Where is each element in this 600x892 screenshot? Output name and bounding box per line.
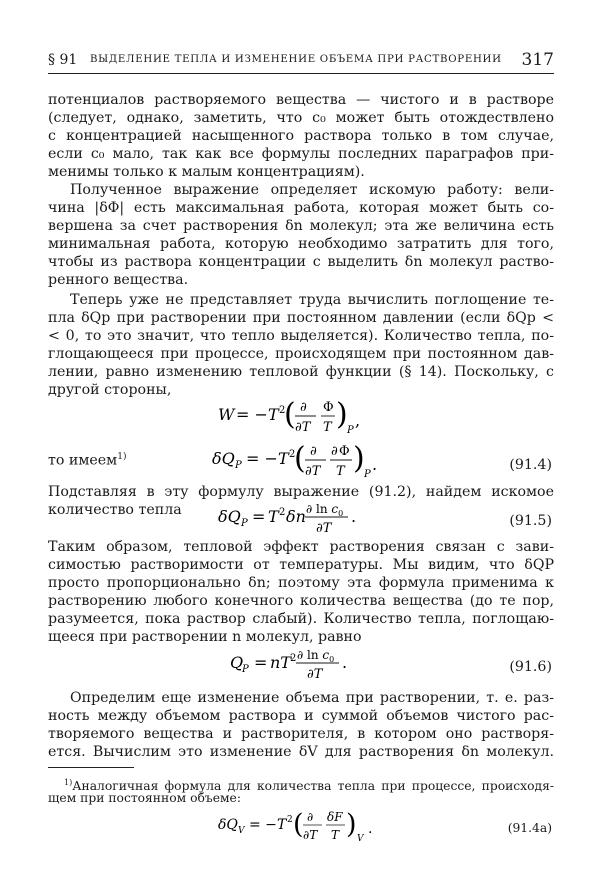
running-header bbox=[48, 50, 554, 72]
paragraph-2-line-1: Полученное выражение определяет искомую работу: вели- bbox=[70, 182, 554, 198]
paragraph-3-line-2: пла δQp при растворении при постоянном давлении (если δQp < bbox=[48, 310, 554, 326]
paragraph-2-line-5: чтобы из раствора концентрации c выделить δn молекул раство- bbox=[48, 254, 554, 270]
paragraph-3-line-4: глощающееся при процессе, происходящем при постоянном дав- bbox=[48, 346, 554, 362]
paragraph-2-line-3: вершена за счет растворения δn молекул; эта же величина есть bbox=[48, 218, 554, 234]
paragraph-5-line-2: симостью растворимости от температуры. Мы видим, что δQP bbox=[48, 557, 554, 573]
svg-text:2: 2 bbox=[290, 653, 297, 664]
svg-text:T: T bbox=[277, 817, 287, 833]
book-page bbox=[48, 0, 554, 892]
svg-text:.: . bbox=[342, 653, 348, 672]
equation-91-4-number: (91.4) bbox=[509, 457, 552, 473]
svg-text:P: P bbox=[347, 425, 354, 436]
svg-text:2: 2 bbox=[279, 405, 286, 416]
svg-text:T: T bbox=[331, 828, 340, 842]
svg-text:T: T bbox=[336, 464, 345, 479]
svg-text:T: T bbox=[268, 405, 279, 424]
svg-text:(: ( bbox=[293, 809, 304, 840]
svg-text:=: = bbox=[254, 653, 268, 672]
svg-text:,: , bbox=[355, 411, 361, 430]
svg-text:V: V bbox=[238, 826, 245, 836]
svg-text:T: T bbox=[268, 507, 279, 526]
svg-text:Φ: Φ bbox=[339, 444, 350, 459]
equation-91-4a bbox=[218, 800, 418, 850]
svg-text:δF: δF bbox=[327, 810, 343, 824]
svg-text:P: P bbox=[241, 518, 248, 529]
svg-text:∂: ∂ bbox=[331, 444, 338, 459]
svg-text:P: P bbox=[364, 469, 371, 480]
svg-text:.: . bbox=[351, 507, 357, 526]
paragraph-1-line-5: менимы только к малым концентрациям). bbox=[48, 164, 365, 180]
paragraph-5-line-3: просто пропорционально δn; поэтому эта формула применима к bbox=[48, 575, 554, 591]
svg-text:=: = bbox=[252, 507, 266, 526]
paragraph-5-line-6: щееся при растворении n молекул, равно bbox=[48, 629, 362, 645]
paragraph-1-line-4: если c₀ мало, так как все формулы последних параграфов при- bbox=[48, 146, 554, 162]
svg-text:δQ: δQ bbox=[212, 449, 235, 468]
svg-text:δn: δn bbox=[286, 507, 306, 526]
paragraph-6-line-2: ность между объемом раствора и суммой объемов чистого рас- bbox=[48, 708, 554, 724]
svg-text:2: 2 bbox=[279, 507, 286, 518]
svg-text:Q: Q bbox=[230, 653, 244, 672]
svg-text:= −: = − bbox=[236, 405, 268, 424]
svg-text:= −: = − bbox=[246, 449, 278, 468]
paragraph-1-line-3: с концентрацией насыщенного раствора только в том случае, bbox=[48, 128, 554, 144]
equation-91-4a-number: (91.4a) bbox=[507, 821, 552, 835]
svg-text:δQ: δQ bbox=[218, 817, 238, 833]
equation-91-6-number: (91.6) bbox=[509, 659, 552, 675]
paragraph-6-line-3: творяемого вещества и растворителя, в котором оно растворя- bbox=[48, 726, 554, 742]
svg-text:∂ ln c0: ∂ $\ln c_0$ bbox=[297, 648, 335, 664]
paragraph-4-line-2: количество тепла bbox=[48, 502, 182, 518]
svg-text:δQ: δQ bbox=[218, 507, 241, 526]
to-imeem-text bbox=[48, 449, 168, 471]
paragraph-2-line-2: чина |δΦ| есть максимальная работа, которая может быть со- bbox=[48, 200, 554, 216]
running-title: ВЫДЕЛЕНИЕ ТЕПЛА И ИЗМЕНЕНИЕ ОБЪЕМА ПРИ РАСТВОРЕНИИ bbox=[90, 54, 502, 65]
page-number: 317 bbox=[521, 50, 554, 70]
svg-text:T: T bbox=[323, 420, 332, 435]
svg-text:(: ( bbox=[294, 441, 306, 476]
svg-text:.: . bbox=[368, 821, 373, 837]
svg-text:P: P bbox=[242, 664, 249, 675]
footnote-ref: 1) bbox=[117, 452, 127, 462]
paragraph-3-line-6: другой стороны, bbox=[48, 382, 172, 398]
svg-text:P: P bbox=[235, 460, 242, 471]
to-imeem-label: то имеем bbox=[48, 452, 118, 469]
paragraph-2-line-4: минимальная работа, которую необходимо затратить для того, bbox=[48, 236, 554, 252]
svg-text:2: 2 bbox=[289, 449, 296, 460]
footnote-rule bbox=[48, 767, 134, 768]
svg-text:): ) bbox=[353, 441, 365, 476]
svg-text:nT: nT bbox=[270, 653, 291, 672]
svg-text:V: V bbox=[357, 834, 364, 844]
equation-91-6 bbox=[230, 638, 420, 688]
svg-text:∂: ∂ bbox=[300, 400, 307, 415]
paragraph-3-line-1: Теперь уже не представляет труда вычислить поглощение те- bbox=[70, 292, 554, 308]
paragraph-2-line-6: ренного вещества. bbox=[48, 272, 189, 288]
paragraph-5-line-4: растворению любого конечного количества вещества (до те пор, bbox=[48, 593, 554, 609]
section-number: § 91 bbox=[48, 52, 78, 68]
paragraph-4-line-1: Подставляя в эту формулу выражение (91.2), найдем искомое bbox=[48, 484, 554, 500]
svg-text:T: T bbox=[278, 449, 289, 468]
footnote-text-1: Аналогичная формула для количества тепла при процессе, происходя- bbox=[72, 779, 554, 794]
svg-text:): ) bbox=[346, 809, 357, 840]
paragraph-1-line-2: (следует, однако, заметить, что c₀ может быть отождествлено bbox=[48, 110, 554, 126]
footnote-line-2: щем при постоянном объеме: bbox=[48, 791, 241, 805]
svg-text:∂: ∂ bbox=[310, 444, 317, 459]
paragraph-5-line-1: Таким образом, тепловой эффект растворения связан с зави- bbox=[48, 539, 554, 555]
svg-text:2: 2 bbox=[287, 815, 293, 825]
equation-91-5-number: (91.5) bbox=[509, 513, 552, 529]
svg-text:∂T: ∂T bbox=[303, 828, 318, 842]
svg-text:= −: = − bbox=[249, 817, 277, 833]
svg-text:Φ: Φ bbox=[323, 400, 334, 415]
svg-text:∂: ∂ bbox=[307, 810, 314, 824]
paragraph-6-line-4: ется. Вычислим это изменение δV для растворения δn молекул. bbox=[48, 744, 554, 760]
svg-text:∂T: ∂T bbox=[316, 521, 332, 536]
paragraph-3-line-5: лении, равно изменению тепловой функции (§ 14). Поскольку, с bbox=[48, 364, 554, 380]
paragraph-1-line-1: потенциалов растворяемого вещества — чистого и в растворе bbox=[48, 92, 554, 108]
paragraph-3-line-3: < 0, то это значит, что тепло выделяется). Количество тепла, по- bbox=[48, 328, 554, 344]
svg-text:∂T: ∂T bbox=[307, 667, 323, 682]
header-rule bbox=[48, 73, 554, 74]
paragraph-5-line-5: разумеется, пока раствор слабый). Количество тепла, поглощаю- bbox=[48, 611, 554, 627]
equation-91-4 bbox=[212, 433, 422, 483]
svg-text:.: . bbox=[372, 455, 378, 474]
svg-text:(: ( bbox=[284, 397, 296, 432]
svg-text:W: W bbox=[218, 405, 235, 424]
svg-text:): ) bbox=[336, 397, 348, 432]
paragraph-6-line-1: Определим еще изменение объема при растворении, т. е. раз- bbox=[70, 690, 554, 706]
footnote-mark: 1) bbox=[64, 778, 73, 787]
svg-text:∂ ln c0: ∂ $\ln c_0$ bbox=[306, 502, 344, 518]
equation-91-5 bbox=[218, 492, 418, 542]
svg-text:∂T: ∂T bbox=[305, 464, 321, 479]
svg-text:∂T: ∂T bbox=[295, 420, 311, 435]
